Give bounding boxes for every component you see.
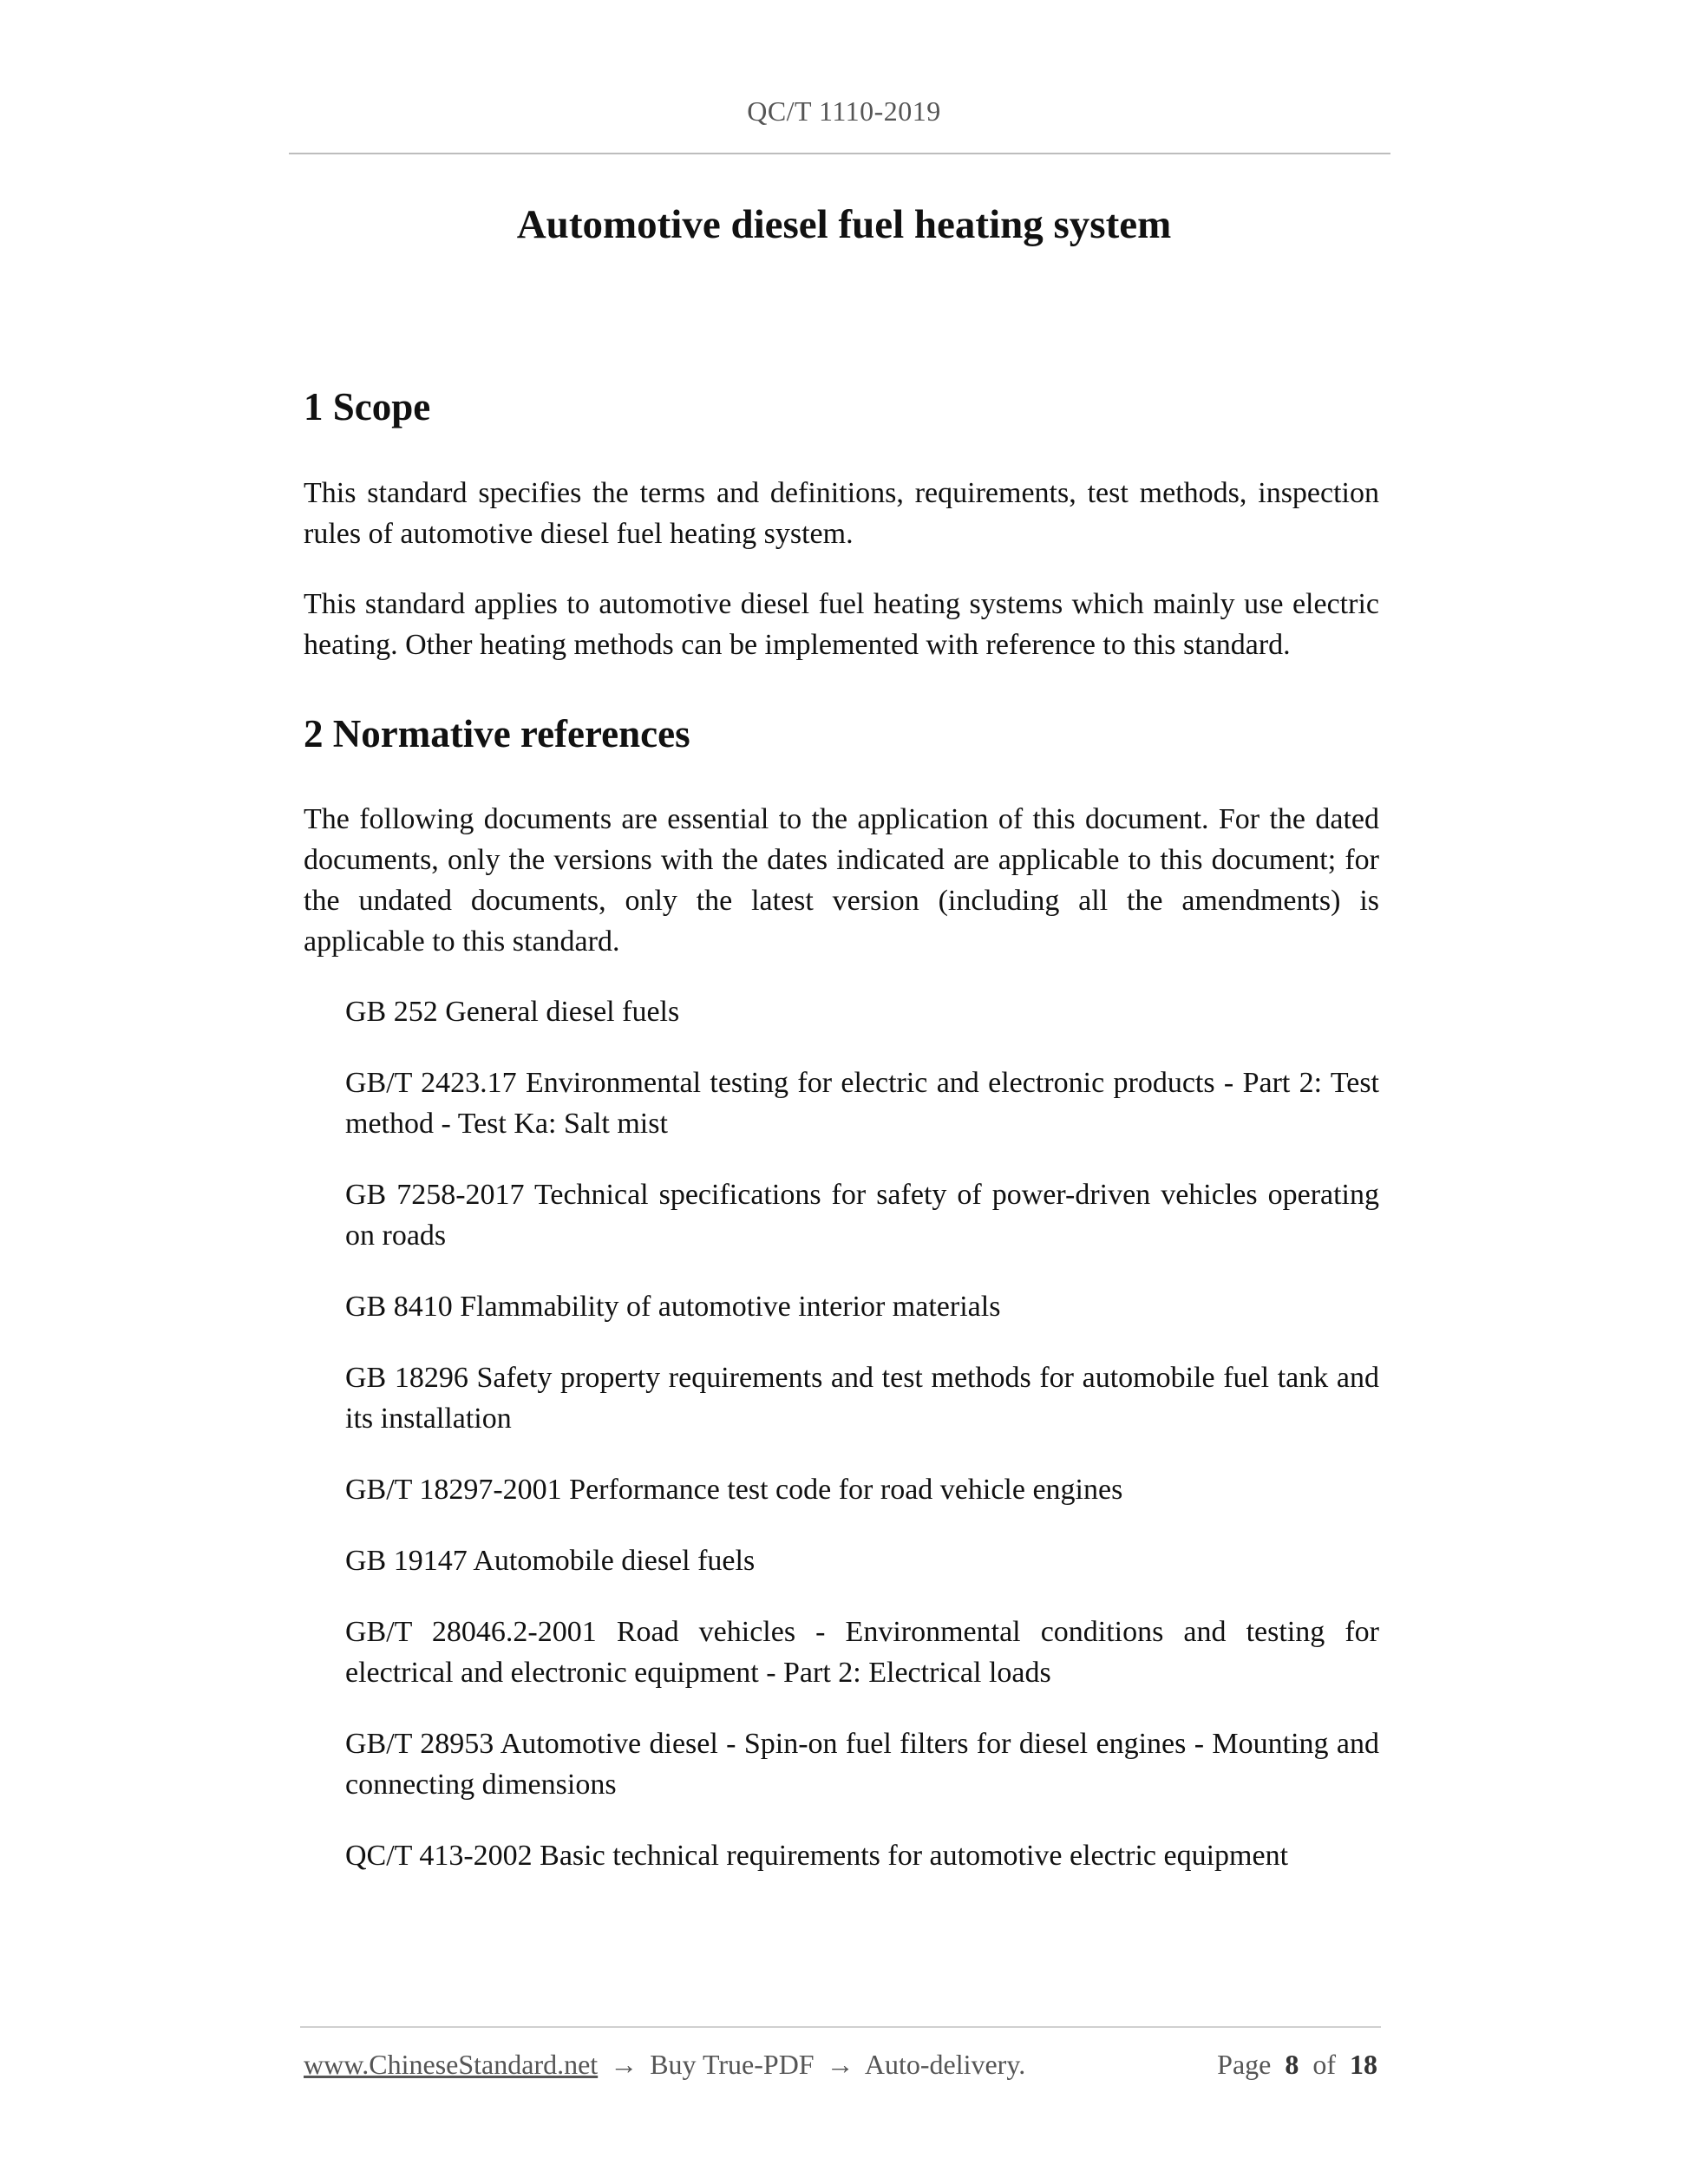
website-link[interactable]: www.ChineseStandard.net bbox=[304, 2049, 599, 2080]
document-title: Automotive diesel fuel heating system bbox=[516, 202, 1172, 247]
total-page-number: 18 bbox=[1350, 2049, 1377, 2080]
auto-delivery-text: Auto-delivery. bbox=[864, 2049, 1026, 2080]
page-indicator bbox=[1217, 2049, 1377, 2081]
buy-pdf-text: Buy True-PDF bbox=[650, 2049, 815, 2080]
reference-list bbox=[304, 991, 1379, 1876]
arrow-right-icon: → bbox=[610, 2049, 638, 2080]
section-heading-normative-references: 2 Normative references bbox=[304, 711, 690, 755]
footer-promo bbox=[304, 2049, 1025, 2081]
reference-item: GB 7258-2017 Technical specifications for safety of power-driven vehicles operating on roads bbox=[345, 1179, 1379, 1252]
reference-item: GB 8410 Flammability of automotive interior materials bbox=[345, 1291, 1001, 1323]
standard-code-header: QC/T 1110-2019 bbox=[747, 95, 941, 127]
reference-item: GB/T 28953 Automotive diesel - Spin-on fuel filters for diesel engines - Mounting and connecting dimensions bbox=[345, 1728, 1379, 1801]
reference-item: GB/T 18297-2001 Performance test code for road vehicle engines bbox=[345, 1474, 1123, 1506]
page-of-label: of bbox=[1312, 2049, 1336, 2080]
page-label: Page bbox=[1217, 2049, 1272, 2080]
reference-item: GB/T 28046.2-2001 Road vehicles - Environmental conditions and testing for electrical and electronic equipment - Part 2: Electrical loads bbox=[345, 1616, 1379, 1689]
reference-item: QC/T 413-2002 Basic technical requirements for automotive electric equipment bbox=[345, 1840, 1289, 1872]
scope-paragraph: This standard specifies the terms and definitions, requirements, test methods, inspection rules of automotive diesel fuel heating system. bbox=[304, 476, 1379, 550]
document-body bbox=[304, 382, 1379, 1876]
normative-intro-paragraph: The following documents are essential to the application of this document. For the dated documents, only the versions with the dates indicated are applicable to this document; for the undated documents, only the latest version (including all the amendments) is applicable to this standard. bbox=[304, 803, 1379, 958]
reference-item: GB 19147 Automobile diesel fuels bbox=[345, 1545, 756, 1577]
reference-item: GB/T 2423.17 Environmental testing for electric and electronic products - Part 2: Test method - Test Ka: Salt mist bbox=[345, 1067, 1379, 1140]
footer-divider bbox=[300, 2026, 1381, 2028]
header-divider bbox=[289, 153, 1390, 154]
current-page-number: 8 bbox=[1285, 2049, 1299, 2080]
arrow-right-icon: → bbox=[826, 2049, 854, 2080]
reference-item: GB 18296 Safety property requirements and test methods for automobile fuel tank and its installation bbox=[345, 1362, 1379, 1435]
reference-item: GB 252 General diesel fuels bbox=[345, 996, 680, 1028]
scope-paragraph: This standard applies to automotive diesel fuel heating systems which mainly use electric heating. Other heating methods can be implemented with reference to this standard. bbox=[304, 587, 1379, 661]
section-heading-scope: 1 Scope bbox=[304, 385, 431, 428]
